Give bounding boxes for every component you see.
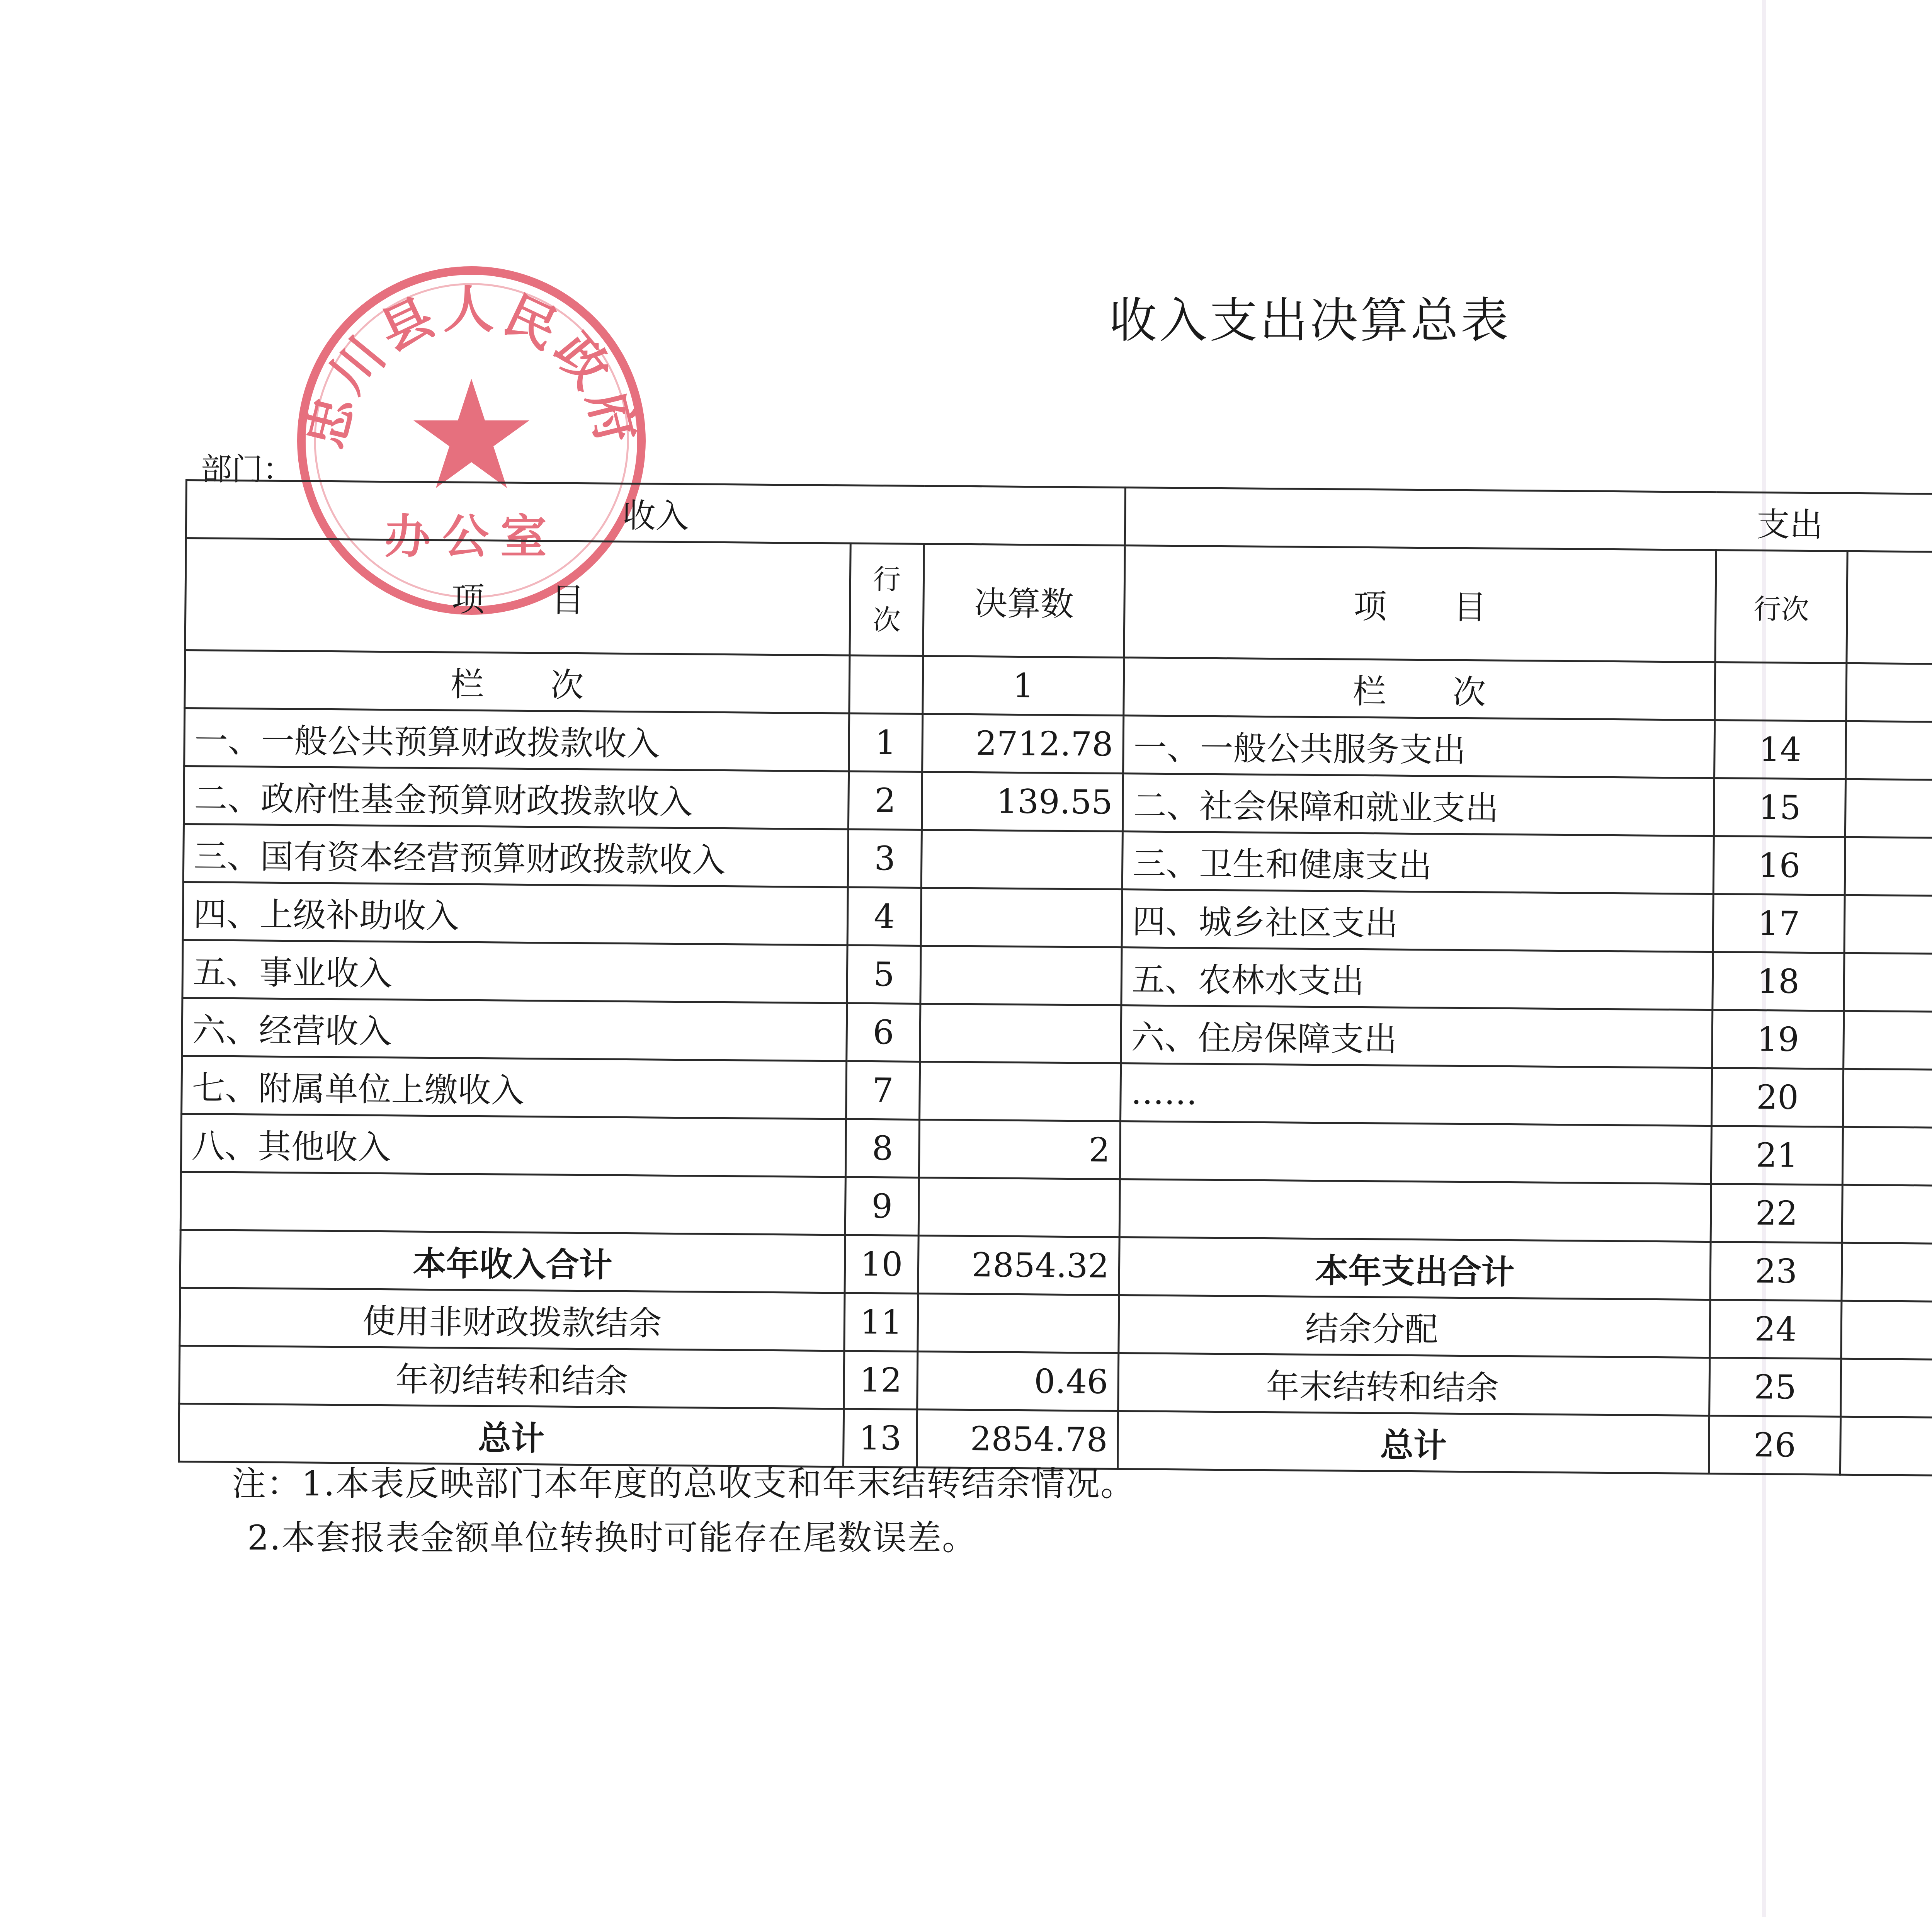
income-column-number: 1 xyxy=(923,656,1124,716)
end-carry-label: 年末结转和结余 xyxy=(1118,1353,1710,1416)
begin-carry-label: 年初结转和结余 xyxy=(179,1345,844,1409)
income-section-header: 收入 xyxy=(186,480,1125,546)
rowno-header-line: 行 xyxy=(873,563,901,596)
expense-item: 一、一般公共服务支出 xyxy=(1123,716,1715,778)
expense-amount xyxy=(1844,1011,1932,1073)
surplus-distribution-amount xyxy=(1841,1301,1932,1363)
expense-item: 三、卫生和健康支出 xyxy=(1122,832,1714,894)
income-total-amount: 2854.32 xyxy=(918,1235,1119,1295)
income-amount xyxy=(920,946,1122,1005)
income-amount-header: 决算数 xyxy=(923,544,1125,658)
row-number: 2 xyxy=(848,771,922,830)
empty-cell xyxy=(849,655,923,714)
row-number: 20 xyxy=(1711,1068,1843,1127)
footnote: 注：1.本表反映部门本年度的总收支和年末结转结余情况。 xyxy=(232,1464,1135,1504)
income-item: 一、一般公共预算财政拨款收入 xyxy=(184,708,849,772)
income-amount xyxy=(918,1177,1120,1237)
rowno-header-line: 次 xyxy=(872,603,901,636)
income-item: 七、附属单位上缴收入 xyxy=(182,1056,847,1119)
expense-amount xyxy=(1845,837,1932,900)
income-amount: 2712.78 xyxy=(922,714,1124,774)
income-amount xyxy=(921,888,1122,947)
expense-amount xyxy=(1846,721,1932,784)
expense-item: 五、农林水支出 xyxy=(1121,947,1713,1010)
income-expense-summary-table xyxy=(178,479,1932,1480)
star-icon xyxy=(413,379,529,488)
expense-amount xyxy=(1843,1069,1932,1131)
end-carry-amount xyxy=(1841,1359,1932,1421)
expense-section-header: 支出 xyxy=(1125,488,1932,556)
row-number: 21 xyxy=(1711,1126,1843,1185)
expense-total-amount xyxy=(1842,1243,1932,1305)
svg-text:忠川县人民政府: 忠川县人民政府 xyxy=(295,280,648,454)
row-number: 18 xyxy=(1713,952,1844,1011)
row-number: 24 xyxy=(1710,1300,1842,1359)
expense-amount xyxy=(1842,1127,1932,1189)
expense-item: 二、社会保障和就业支出 xyxy=(1122,774,1714,836)
row-number: 16 xyxy=(1713,836,1845,895)
surplus-distribution-label: 结余分配 xyxy=(1119,1295,1710,1358)
row-number: 17 xyxy=(1713,894,1845,953)
row-number: 12 xyxy=(844,1351,918,1409)
row-number: 5 xyxy=(847,945,921,1004)
income-item xyxy=(180,1172,845,1235)
row-number: 1 xyxy=(849,713,923,772)
expense-grand-total-label: 总计 xyxy=(1117,1411,1709,1474)
income-amount: 139.55 xyxy=(922,772,1123,831)
row-number: 6 xyxy=(847,1003,920,1061)
row-number: 23 xyxy=(1710,1242,1842,1301)
expense-amount xyxy=(1842,1185,1932,1247)
income-amount: 2 xyxy=(919,1119,1120,1179)
page-title: 收入支出决算总表 xyxy=(1109,293,1511,349)
row-number: 10 xyxy=(845,1235,918,1293)
expense-item: …… xyxy=(1121,1063,1712,1126)
row-number: 3 xyxy=(848,829,922,888)
row-number: 15 xyxy=(1714,778,1845,837)
income-grand-total-amount: 2854.78 xyxy=(917,1409,1118,1469)
row-number: 8 xyxy=(845,1119,919,1177)
expense-item: 六、住房保障支出 xyxy=(1121,1005,1713,1068)
svg-text:办公室: 办公室 xyxy=(384,510,558,564)
row-number: 25 xyxy=(1709,1358,1841,1417)
income-item: 二、政府性基金预算财政拨款收入 xyxy=(184,766,849,829)
use-balance-label: 使用非财政拨款结余 xyxy=(180,1288,845,1351)
income-amount xyxy=(921,830,1122,889)
expense-total-label: 本年支出合计 xyxy=(1119,1237,1711,1300)
income-item: 五、事业收入 xyxy=(182,940,847,1003)
table-column-header-row xyxy=(185,538,1932,668)
expense-item-header: 项 目 xyxy=(1124,546,1716,662)
income-item: 六、经营收入 xyxy=(182,998,847,1061)
department-label: 部门： xyxy=(201,451,294,487)
expense-column-number xyxy=(1846,663,1932,726)
income-total-label: 本年收入合计 xyxy=(180,1230,845,1293)
expense-lanci-label: 栏 次 xyxy=(1124,658,1715,720)
row-number: 4 xyxy=(847,887,921,946)
expense-item xyxy=(1120,1121,1711,1184)
income-lanci-label: 栏 次 xyxy=(185,650,850,714)
row-number: 9 xyxy=(845,1177,919,1235)
row-number: 7 xyxy=(846,1061,920,1119)
expense-item xyxy=(1119,1179,1711,1242)
empty-cell xyxy=(1715,662,1847,721)
row-number: 22 xyxy=(1711,1184,1842,1243)
row-number: 11 xyxy=(844,1293,918,1351)
expense-amount-header xyxy=(1847,551,1932,668)
income-item: 八、其他收入 xyxy=(181,1114,846,1177)
expense-amount xyxy=(1845,779,1932,842)
expense-amount xyxy=(1844,895,1932,958)
income-amount xyxy=(920,1004,1121,1063)
income-rowno-header xyxy=(850,543,924,656)
income-item: 三、国有资本经营预算财政拨款收入 xyxy=(183,824,848,887)
income-item: 四、上级补助收入 xyxy=(183,882,848,945)
income-grand-total-label: 总计 xyxy=(179,1403,844,1467)
use-balance-amount xyxy=(918,1293,1119,1353)
row-number: 14 xyxy=(1714,720,1846,779)
expense-rowno-header: 行次 xyxy=(1715,550,1847,663)
expense-grand-total-amount xyxy=(1840,1417,1932,1479)
footnote: 2.本套报表金额单位转换时可能存在尾数误差。 xyxy=(247,1518,977,1558)
begin-carry-amount: 0.46 xyxy=(917,1351,1119,1411)
row-number: 19 xyxy=(1712,1010,1844,1069)
income-item-header: 项 目 xyxy=(185,538,850,655)
income-amount xyxy=(920,1061,1121,1121)
row-number: 13 xyxy=(843,1409,917,1467)
expense-item: 四、城乡社区支出 xyxy=(1122,890,1713,952)
expense-amount xyxy=(1844,953,1932,1015)
row-number: 26 xyxy=(1709,1416,1840,1475)
